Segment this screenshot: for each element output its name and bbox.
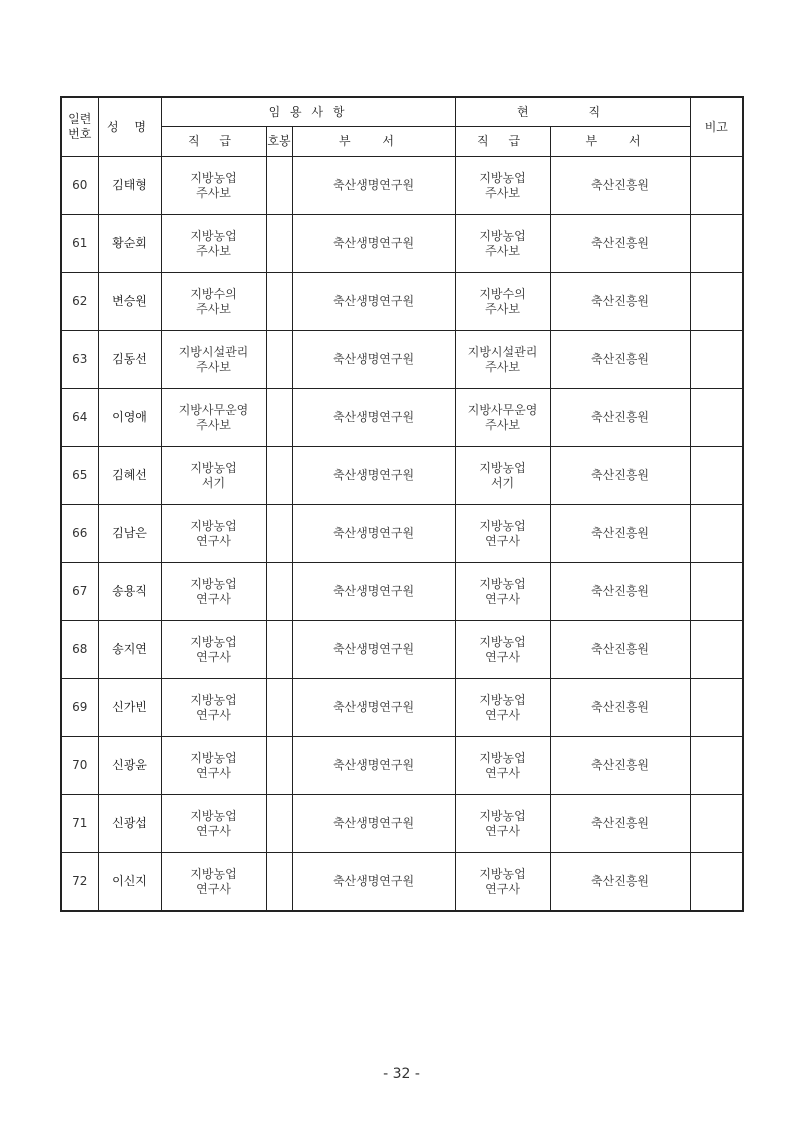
row-number: 65 xyxy=(61,447,98,505)
row-number: 64 xyxy=(61,389,98,447)
header-rank: 직 급 xyxy=(161,127,266,157)
row-rank-line-1: 지방농업 xyxy=(190,750,237,765)
row-rank xyxy=(161,737,266,795)
row-step xyxy=(266,331,292,389)
row-rank-line-2: 서기 xyxy=(201,475,226,490)
row-current-rank-line-1: 지방농업 xyxy=(479,460,526,475)
table-row xyxy=(61,853,743,912)
row-current-department: 축산진흥원 xyxy=(550,853,690,912)
row-remark xyxy=(690,505,743,563)
header-current-rank: 직 급 xyxy=(455,127,550,157)
row-name: 변승원 xyxy=(98,273,161,331)
row-rank xyxy=(161,157,266,215)
row-remark xyxy=(690,447,743,505)
row-number: 70 xyxy=(61,737,98,795)
row-step xyxy=(266,273,292,331)
row-current-rank xyxy=(455,563,550,621)
row-department: 축산생명연구원 xyxy=(292,621,455,679)
row-department: 축산생명연구원 xyxy=(292,505,455,563)
row-current-department: 축산진흥원 xyxy=(550,679,690,737)
row-current-rank xyxy=(455,679,550,737)
header-serial-number xyxy=(61,97,98,157)
row-name: 김혜선 xyxy=(98,447,161,505)
row-rank-line-2: 연구사 xyxy=(196,765,231,780)
row-department: 축산생명연구원 xyxy=(292,157,455,215)
row-current-rank-line-2: 주사보 xyxy=(485,243,520,258)
header-serial-line-1: 일련 xyxy=(68,112,92,126)
row-current-rank-line-2: 연구사 xyxy=(485,649,520,664)
row-step xyxy=(266,447,292,505)
row-step xyxy=(266,679,292,737)
row-rank-line-2: 주사보 xyxy=(196,301,231,316)
row-rank-line-1: 지방사무운영 xyxy=(178,402,249,417)
row-current-department: 축산진흥원 xyxy=(550,215,690,273)
table-row xyxy=(61,505,743,563)
row-number: 69 xyxy=(61,679,98,737)
row-rank xyxy=(161,505,266,563)
row-number: 67 xyxy=(61,563,98,621)
row-rank-line-2: 연구사 xyxy=(196,707,231,722)
row-current-rank xyxy=(455,273,550,331)
row-current-rank-line-2: 연구사 xyxy=(485,881,520,896)
header-current-department: 부 서 xyxy=(550,127,690,157)
row-rank-line-1: 지방농업 xyxy=(190,692,237,707)
row-current-rank-line-2: 연구사 xyxy=(485,765,520,780)
table-row xyxy=(61,389,743,447)
row-rank xyxy=(161,795,266,853)
row-remark xyxy=(690,563,743,621)
row-step xyxy=(266,215,292,273)
row-remark xyxy=(690,737,743,795)
table-row xyxy=(61,563,743,621)
header-step: 호봉 xyxy=(266,127,292,157)
row-current-department: 축산진흥원 xyxy=(550,795,690,853)
row-current-rank xyxy=(455,157,550,215)
row-current-department: 축산진흥원 xyxy=(550,389,690,447)
row-name: 송지연 xyxy=(98,621,161,679)
table-row xyxy=(61,737,743,795)
header-appointment: 임 용 사 항 xyxy=(161,97,455,127)
row-current-rank xyxy=(455,737,550,795)
row-current-rank-line-1: 지방농업 xyxy=(479,808,526,823)
row-rank-line-1: 지방농업 xyxy=(190,518,237,533)
row-current-rank-line-1: 지방농업 xyxy=(479,692,526,707)
row-name: 이영애 xyxy=(98,389,161,447)
row-current-rank-line-2: 연구사 xyxy=(485,823,520,838)
row-department: 축산생명연구원 xyxy=(292,679,455,737)
row-remark xyxy=(690,853,743,912)
row-current-rank-line-1: 지방농업 xyxy=(479,576,526,591)
row-number: 68 xyxy=(61,621,98,679)
row-rank-line-1: 지방수의 xyxy=(190,286,237,301)
row-name: 황순회 xyxy=(98,215,161,273)
appointment-roster-table xyxy=(60,96,744,912)
row-remark xyxy=(690,331,743,389)
row-number: 63 xyxy=(61,331,98,389)
row-rank-line-1: 지방농업 xyxy=(190,576,237,591)
row-rank-line-1: 지방농업 xyxy=(190,634,237,649)
row-current-department: 축산진흥원 xyxy=(550,737,690,795)
row-rank-line-2: 연구사 xyxy=(196,591,231,606)
header-remarks: 비고 xyxy=(690,97,743,157)
row-name: 김남은 xyxy=(98,505,161,563)
row-current-rank-line-2: 서기 xyxy=(490,475,515,490)
row-remark xyxy=(690,795,743,853)
row-rank-line-2: 주사보 xyxy=(196,417,231,432)
row-step xyxy=(266,563,292,621)
row-name: 신광섭 xyxy=(98,795,161,853)
row-current-rank-line-2: 주사보 xyxy=(485,417,520,432)
row-department: 축산생명연구원 xyxy=(292,331,455,389)
row-current-rank-line-1: 지방시설관리 xyxy=(467,344,538,359)
row-rank-line-1: 지방시설관리 xyxy=(178,344,249,359)
row-current-rank xyxy=(455,331,550,389)
row-current-rank-line-2: 연구사 xyxy=(485,591,520,606)
row-remark xyxy=(690,215,743,273)
row-rank-line-1: 지방농업 xyxy=(190,170,237,185)
row-name: 김동선 xyxy=(98,331,161,389)
row-current-department: 축산진흥원 xyxy=(550,157,690,215)
row-name: 신가빈 xyxy=(98,679,161,737)
table-row xyxy=(61,447,743,505)
row-current-rank-line-2: 주사보 xyxy=(485,359,520,374)
row-rank xyxy=(161,447,266,505)
row-number: 61 xyxy=(61,215,98,273)
row-current-rank-line-1: 지방사무운영 xyxy=(467,402,538,417)
row-name: 이신지 xyxy=(98,853,161,912)
row-rank-line-2: 연구사 xyxy=(196,533,231,548)
row-step xyxy=(266,795,292,853)
row-remark xyxy=(690,621,743,679)
table-row xyxy=(61,215,743,273)
row-rank-line-2: 연구사 xyxy=(196,881,231,896)
row-remark xyxy=(690,273,743,331)
row-rank xyxy=(161,853,266,912)
row-current-rank-line-1: 지방농업 xyxy=(479,634,526,649)
row-remark xyxy=(690,679,743,737)
header-department: 부 서 xyxy=(292,127,455,157)
row-rank-line-2: 연구사 xyxy=(196,823,231,838)
row-rank-line-1: 지방농업 xyxy=(190,866,237,881)
row-number: 71 xyxy=(61,795,98,853)
table-row xyxy=(61,273,743,331)
table-row xyxy=(61,795,743,853)
row-step xyxy=(266,389,292,447)
row-current-rank-line-1: 지방농업 xyxy=(479,750,526,765)
row-rank-line-1: 지방농업 xyxy=(190,460,237,475)
row-current-rank-line-2: 주사보 xyxy=(485,185,520,200)
row-current-rank xyxy=(455,795,550,853)
row-rank-line-2: 주사보 xyxy=(196,185,231,200)
table-row xyxy=(61,621,743,679)
row-department: 축산생명연구원 xyxy=(292,273,455,331)
row-name: 송용직 xyxy=(98,563,161,621)
table-header-row-2 xyxy=(61,127,743,157)
row-current-rank-line-1: 지방수의 xyxy=(479,286,526,301)
row-current-rank-line-2: 연구사 xyxy=(485,533,520,548)
row-rank xyxy=(161,389,266,447)
row-step xyxy=(266,505,292,563)
row-rank xyxy=(161,563,266,621)
row-rank-line-1: 지방농업 xyxy=(190,228,237,243)
row-department: 축산생명연구원 xyxy=(292,447,455,505)
row-step xyxy=(266,157,292,215)
row-step xyxy=(266,621,292,679)
row-department: 축산생명연구원 xyxy=(292,389,455,447)
row-current-rank-line-2: 연구사 xyxy=(485,707,520,722)
row-step xyxy=(266,737,292,795)
row-number: 66 xyxy=(61,505,98,563)
row-number: 62 xyxy=(61,273,98,331)
row-current-rank xyxy=(455,853,550,912)
row-current-department: 축산진흥원 xyxy=(550,505,690,563)
row-rank xyxy=(161,273,266,331)
row-rank-line-2: 주사보 xyxy=(196,359,231,374)
row-remark xyxy=(690,157,743,215)
row-rank xyxy=(161,331,266,389)
row-current-rank xyxy=(455,621,550,679)
row-current-department: 축산진흥원 xyxy=(550,563,690,621)
row-department: 축산생명연구원 xyxy=(292,853,455,912)
row-department: 축산생명연구원 xyxy=(292,737,455,795)
row-rank xyxy=(161,679,266,737)
row-current-rank xyxy=(455,505,550,563)
header-serial-line-2: 번호 xyxy=(68,127,92,141)
row-current-rank-line-1: 지방농업 xyxy=(479,170,526,185)
header-current-position: 현 직 xyxy=(455,97,690,127)
row-current-department: 축산진흥원 xyxy=(550,273,690,331)
row-remark xyxy=(690,389,743,447)
row-rank-line-2: 연구사 xyxy=(196,649,231,664)
row-current-rank-line-1: 지방농업 xyxy=(479,866,526,881)
row-rank xyxy=(161,215,266,273)
table-row xyxy=(61,679,743,737)
row-name: 신광윤 xyxy=(98,737,161,795)
row-current-rank xyxy=(455,447,550,505)
row-current-department: 축산진흥원 xyxy=(550,447,690,505)
row-current-department: 축산진흥원 xyxy=(550,331,690,389)
row-rank-line-1: 지방농업 xyxy=(190,808,237,823)
row-current-rank-line-1: 지방농업 xyxy=(479,228,526,243)
row-current-rank xyxy=(455,215,550,273)
header-name: 성 명 xyxy=(98,97,161,157)
table-row xyxy=(61,157,743,215)
page-number: - 32 - xyxy=(383,1066,420,1082)
row-number: 60 xyxy=(61,157,98,215)
row-department: 축산생명연구원 xyxy=(292,563,455,621)
row-department: 축산생명연구원 xyxy=(292,215,455,273)
row-name: 김태형 xyxy=(98,157,161,215)
row-current-rank-line-1: 지방농업 xyxy=(479,518,526,533)
row-current-rank-line-2: 주사보 xyxy=(485,301,520,316)
row-department: 축산생명연구원 xyxy=(292,795,455,853)
row-rank-line-2: 주사보 xyxy=(196,243,231,258)
table-row xyxy=(61,331,743,389)
row-current-rank xyxy=(455,389,550,447)
row-number: 72 xyxy=(61,853,98,912)
table-header-row-1 xyxy=(61,97,743,127)
row-rank xyxy=(161,621,266,679)
row-current-department: 축산진흥원 xyxy=(550,621,690,679)
row-step xyxy=(266,853,292,912)
